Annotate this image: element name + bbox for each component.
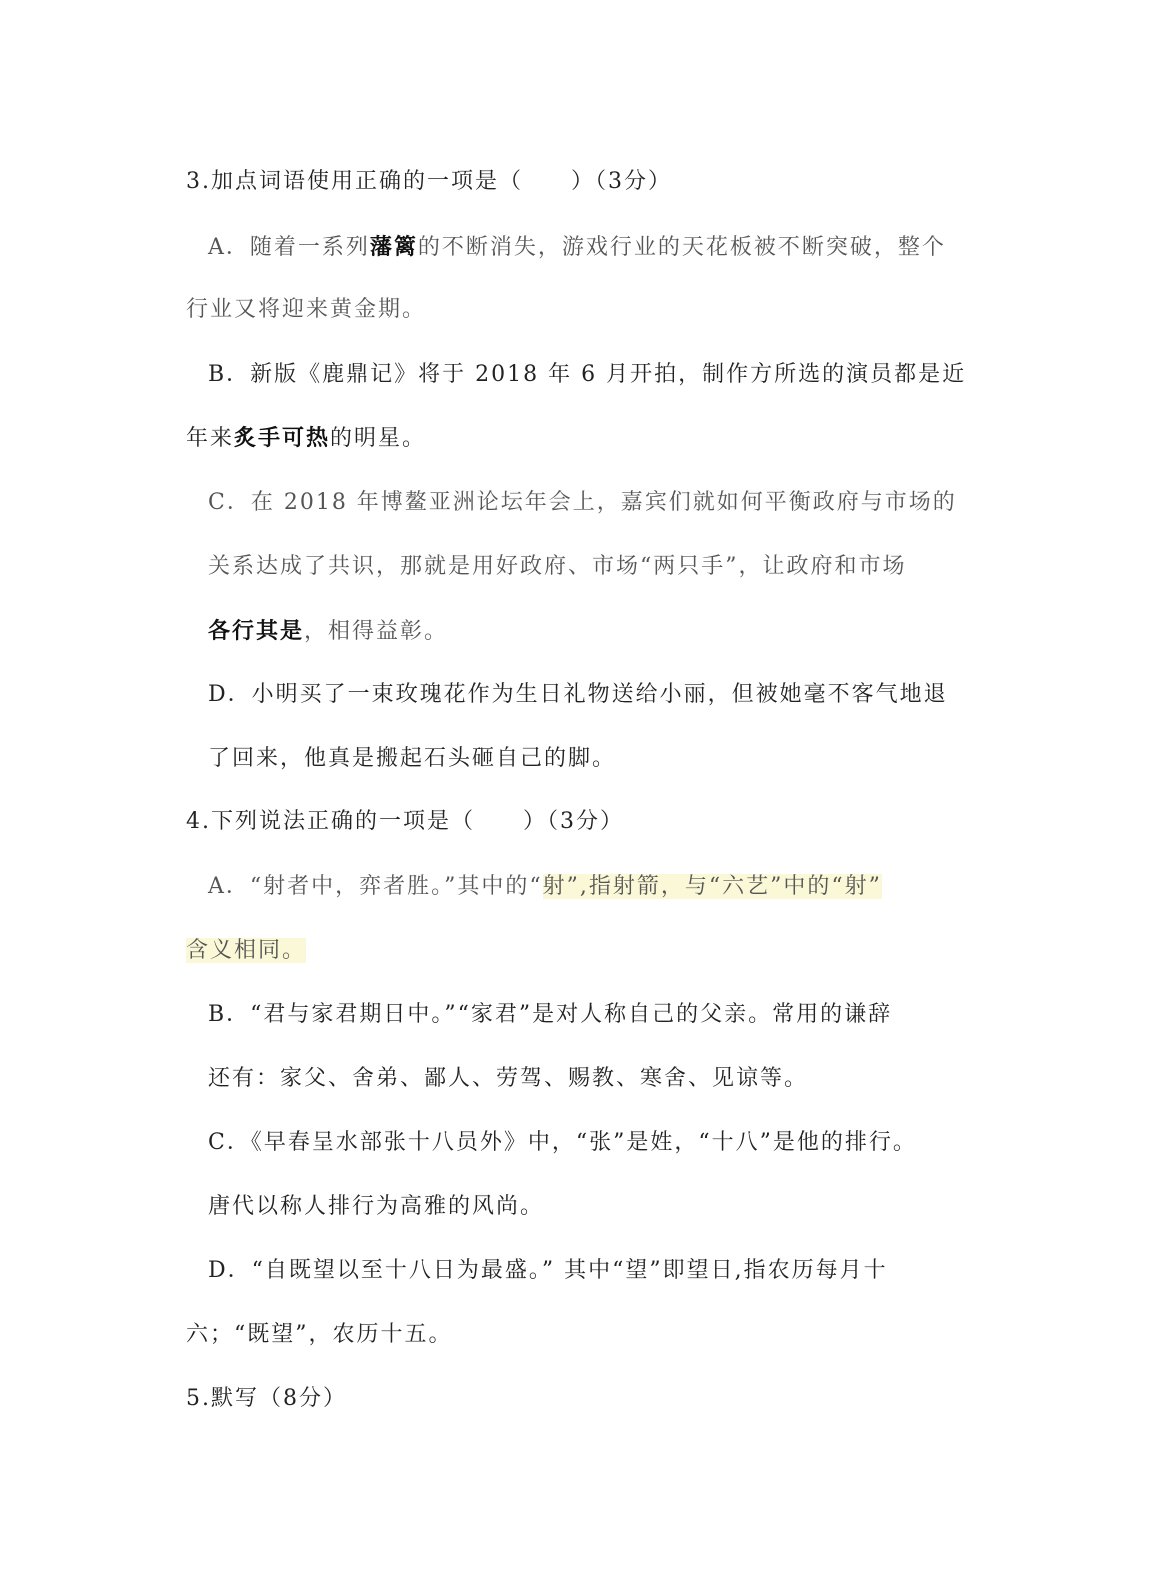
q3-c-text: ，相得益彰。 — [304, 619, 449, 644]
q3-option-d-line1: D．小明买了一束玫瑰花作为生日礼物送给小丽，但被她毫不客气地退 — [208, 682, 948, 707]
q4-a-highlight: 射”,指射箭，与“六艺”中的“射” — [542, 874, 882, 899]
q3-a-text2: 的不断消失，游戏行业的天花板被不断突破，整个 — [417, 235, 946, 260]
q3-a-keyword: 藩篱 — [369, 234, 418, 260]
q4-a-text1: A．“射者中，弈者胜。”其中的“ — [208, 874, 543, 899]
q3-option-b-line1: B．新版《鹿鼎记》将于 2018 年 6 月开拍，制作方所选的演员都是近 — [208, 362, 967, 387]
q4-option-d-line1: D．“自既望以至十八日为最盛。” 其中“望”即望日,指农历每月十 — [208, 1258, 888, 1283]
q5-stem: 5.默写（8分） — [186, 1386, 347, 1411]
q3-option-c-line1: C．在 2018 年博鳌亚洲论坛年会上，嘉宾们就如何平衡政府与市场的 — [208, 490, 957, 515]
q4-option-c-line2: 唐代以称人排行为高雅的风尚。 — [208, 1194, 545, 1219]
q3-option-b-line2 — [186, 424, 426, 453]
q3-option-c-line3 — [208, 617, 448, 646]
q4-option-a-line2 — [186, 937, 306, 965]
q3-option-d-line2: 了回来，他真是搬起石头砸自己的脚。 — [208, 746, 617, 771]
q4-option-d-line2: 六；“既望”，农历十五。 — [186, 1322, 453, 1347]
q4-option-c-line1: C．《早春呈水部张十八员外》中，“张”是姓，“十八”是他的排行。 — [208, 1130, 917, 1155]
q3-b-text1: 年来 — [186, 426, 235, 451]
q3-stem: 3.加点词语使用正确的一项是（ ）（3分） — [186, 169, 672, 194]
q4-a-highlight2: 含义相同。 — [186, 938, 307, 963]
q3-b-keyword: 炙手可热 — [234, 425, 331, 451]
q3-a-text1: A．随着一系列 — [208, 235, 370, 260]
q3-option-a-line1 — [208, 233, 946, 262]
q4-option-a-line1 — [208, 873, 882, 901]
q4-stem: 4.下列说法正确的一项是（ ）（3分） — [186, 809, 624, 834]
q3-option-a-line2: 行业又将迎来黄金期。 — [186, 297, 427, 322]
q4-option-b-line2: 还有：家父、舍弟、鄙人、劳驾、赐教、寒舍、见谅等。 — [208, 1066, 809, 1091]
q4-option-b-line1: B．“君与家君期日中。”“家君”是对人称自己的父亲。常用的谦辞 — [208, 1002, 893, 1027]
q3-option-c-line2: 关系达成了共识，那就是用好政府、市场“两只手”，让政府和市场 — [208, 554, 907, 579]
q3-b-text2: 的明星。 — [330, 426, 427, 451]
q3-c-keyword: 各行其是 — [208, 618, 305, 644]
